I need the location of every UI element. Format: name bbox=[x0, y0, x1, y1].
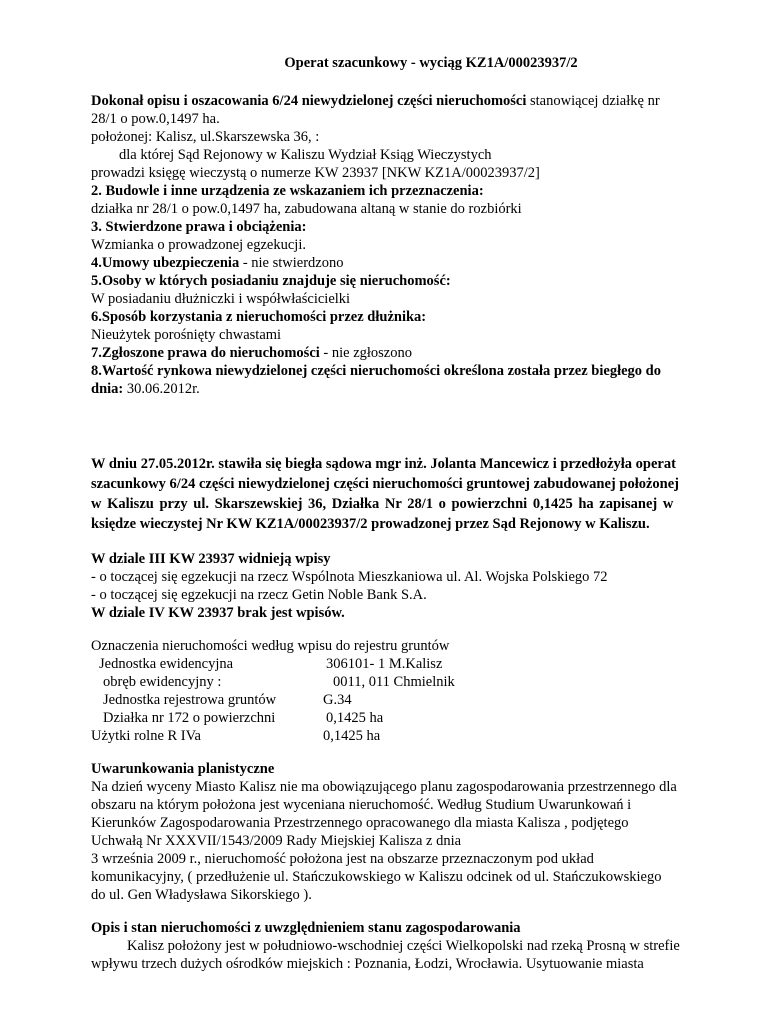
section-8-date-label: dnia: bbox=[91, 381, 124, 397]
section-1-line-2: 28/1 o pow.0,1497 ha. bbox=[91, 111, 220, 127]
entries-item-2: - o toczącej się egzekucji na rzecz Getin Noble Bank S.A. bbox=[91, 587, 427, 603]
appraiser-paragraph-line-1: W dniu 27.05.2012r. stawiła się biegła sądowa mgr inż. Jolanta Mancewicz i przedłożyła operat bbox=[91, 456, 676, 472]
description-line-2: wpływu trzech dużych ośrodków miejskich : Poznania, Łodzi, Wrocławia. Usytuowanie miasta bbox=[91, 956, 644, 972]
registry-value: G.34 bbox=[323, 692, 352, 708]
section-5-text: W posiadaniu dłużniczki i współwłaścicielki bbox=[91, 291, 351, 307]
section-1-line-4: dla której Sąd Rejonowy w Kaliszu Wydział Ksiąg Wieczystych bbox=[119, 147, 492, 163]
registry-row bbox=[91, 655, 455, 673]
planning-line: Uchwałą Nr XXXVII/1543/2009 Rady Miejskiej Kalisza z dnia bbox=[91, 833, 462, 849]
registry-label: Jednostka rejestrowa gruntów bbox=[103, 692, 277, 708]
description-heading: Opis i stan nieruchomości z uwzględnieniem stanu zagospodarowania bbox=[91, 920, 521, 936]
section-1-line-1 bbox=[91, 92, 731, 110]
registry-value: 0011, 011 Chmielnik bbox=[333, 674, 455, 690]
section-4-text: - nie stwierdzono bbox=[239, 255, 344, 271]
appraiser-paragraph-line-4: księdze wieczystej Nr KW KZ1A/00023937/2 prowadzonej przez Sąd Rejonowy w Kaliszu. bbox=[91, 516, 650, 532]
planning-heading: Uwarunkowania planistyczne bbox=[91, 761, 275, 777]
registry-value: 0,1425 ha bbox=[326, 710, 384, 726]
registry-value: 306101- 1 M.Kalisz bbox=[326, 656, 443, 672]
section-7-heading: 7.Zgłoszone prawa do nieruchomości bbox=[91, 345, 320, 361]
section-3-heading: 3. Stwierdzone prawa i obciążenia: bbox=[91, 219, 307, 235]
section-1-line-3: położonej: Kalisz, ul.Skarszewska 36, : bbox=[91, 129, 320, 145]
planning-line: do ul. Gen Władysława Sikorskiego ). bbox=[91, 887, 312, 903]
registry-row bbox=[91, 673, 455, 691]
registry-row bbox=[91, 709, 455, 727]
registry-row bbox=[91, 691, 455, 709]
section-2-heading: 2. Budowle i inne urządzenia ze wskazaniem ich przeznaczenia: bbox=[91, 183, 484, 199]
section-6-heading: 6.Sposób korzystania z nieruchomości przez dłużnika: bbox=[91, 309, 427, 325]
section-8-line-2 bbox=[91, 380, 731, 398]
planning-line: obszaru na którym położona jest wyceniana nieruchomość. Według Studium Uwarunkowań i bbox=[91, 797, 632, 813]
planning-line: Kierunków Zagospodarowania Przestrzennego opracowanego dla miasta Kalisza , podjętego bbox=[91, 815, 629, 831]
planning-line: komunikacyjny, ( przedłużenie ul. Stańczukowskiego w Kaliszu odcinek od ul. Stańczukowskiego bbox=[91, 869, 662, 885]
registry-table bbox=[91, 655, 455, 745]
appraiser-paragraph-line-3: w Kaliszu przy ul. Skarszewskiej 36, Działka Nr 28/1 o powierzchni 0,1425 ha zapisanej w bbox=[91, 496, 674, 512]
section-2-text: działka nr 28/1 o pow.0,1497 ha, zabudowana altaną w stanie do rozbiórki bbox=[91, 201, 522, 217]
section-3-text: Wzmianka o prowadzonej egzekucji. bbox=[91, 237, 306, 253]
registry-heading: Oznaczenia nieruchomości według wpisu do rejestru gruntów bbox=[91, 638, 450, 654]
registry-label: Jednostka ewidencyjna bbox=[99, 656, 234, 672]
planning-line: Na dzień wyceny Miasto Kalisz nie ma obowiązującego planu zagospodarowania przestrzennego dla bbox=[91, 779, 677, 795]
section-1-rest: stanowiącej działkę nr bbox=[526, 93, 660, 109]
section-4-heading: 4.Umowy ubezpieczenia bbox=[91, 255, 240, 271]
section-1-heading: Dokonał opisu i oszacowania 6/24 niewydzielonej części nieruchomości bbox=[91, 93, 527, 109]
description-line-1: Kalisz położony jest w południowo-wschodniej części Wielkopolski nad rzeką Prosną w strefie bbox=[127, 938, 680, 954]
section-7-text: - nie zgłoszono bbox=[319, 345, 412, 361]
registry-value: 0,1425 ha bbox=[323, 728, 381, 744]
registry-label: obręb ewidencyjny : bbox=[103, 674, 222, 690]
registry-row bbox=[91, 727, 455, 745]
registry-label: Użytki rolne R IVa bbox=[91, 728, 201, 744]
appraiser-paragraph-line-2: szacunkowy 6/24 części niewydzielonej części nieruchomości gruntowej zabudowanej położonej bbox=[91, 476, 679, 492]
planning-line: 3 września 2009 r., nieruchomość położona jest na obszarze przeznaczonym pod układ bbox=[91, 851, 594, 867]
section-4-line bbox=[91, 254, 731, 272]
section-7-line bbox=[91, 344, 731, 362]
document-page bbox=[91, 54, 731, 973]
section-8-date: 30.06.2012r. bbox=[123, 381, 200, 397]
document-title: Operat szacunkowy - wyciąg KZ1A/00023937/2 bbox=[284, 55, 578, 71]
entries-heading: W dziale III KW 23937 widnieją wpisy bbox=[91, 551, 331, 567]
section-5-heading: 5.Osoby w których posiadaniu znajduje się nieruchomość: bbox=[91, 273, 451, 289]
entries-footer: W dziale IV KW 23937 brak jest wpisów. bbox=[91, 605, 345, 621]
section-8-heading: 8.Wartość rynkowa niewydzielonej części nieruchomości określona została przez biegłego do bbox=[91, 363, 661, 379]
registry-label: Działka nr 172 o powierzchni bbox=[103, 710, 276, 726]
entries-item-1: - o toczącej się egzekucji na rzecz Wspólnota Mieszkaniowa ul. Al. Wojska Polskiego 72 bbox=[91, 569, 608, 585]
section-1-line-5: prowadzi księgę wieczystą o numerze KW 23937 [NKW KZ1A/00023937/2] bbox=[91, 165, 540, 181]
section-6-text: Nieużytek porośnięty chwastami bbox=[91, 327, 282, 343]
